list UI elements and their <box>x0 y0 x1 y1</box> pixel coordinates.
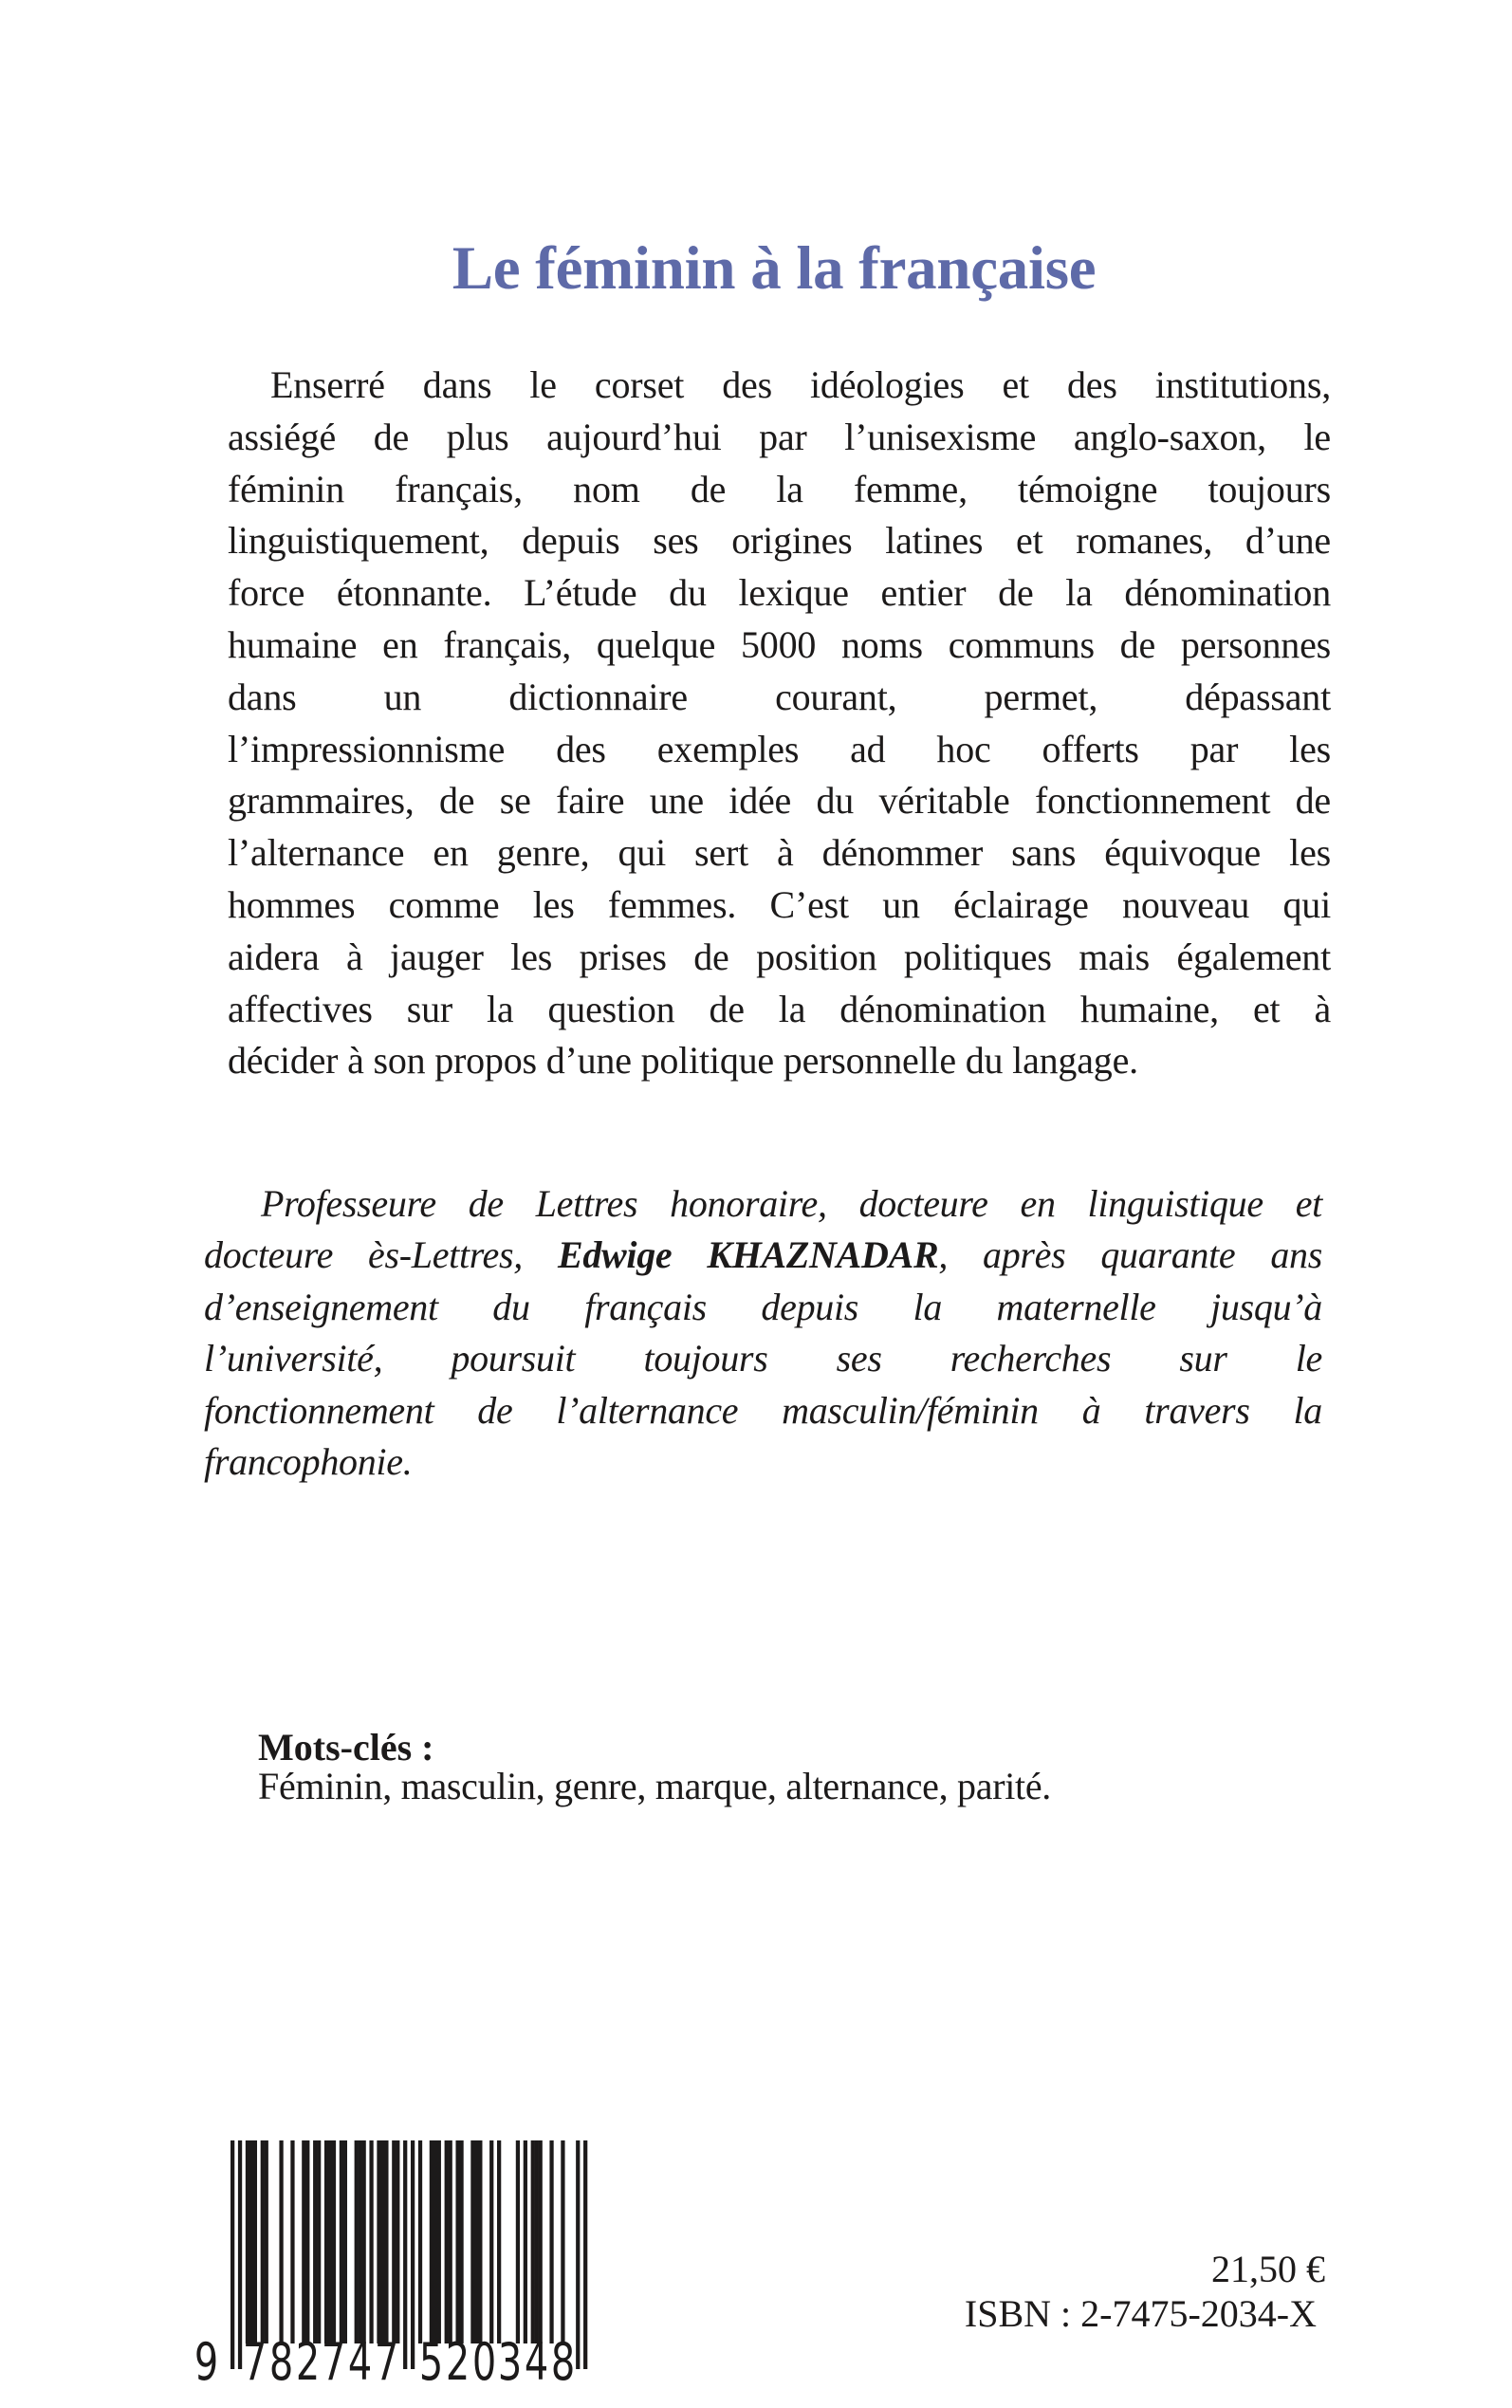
summary-line: humaine en français, quelque 5000 noms communs de personnes <box>228 622 1331 666</box>
author-biography <box>204 1178 1322 1488</box>
book-title: Le féminin à la française <box>452 233 1097 303</box>
keywords-section <box>258 1728 1051 1806</box>
barcode-digit: 2 <box>295 2332 320 2392</box>
barcode-digit: 4 <box>524 2332 549 2392</box>
barcode-digit: 3 <box>498 2332 523 2392</box>
summary-line: dans un dictionnaire courant, permet, dépassant <box>228 675 1331 718</box>
summary-line: féminin français, nom de la femme, témoigne toujours <box>228 467 1331 510</box>
bio-line: francophonie. <box>204 1440 413 1484</box>
barcode-number <box>190 2135 607 2400</box>
barcode-digit: 0 <box>471 2332 496 2392</box>
barcode-digit: 9 <box>194 2332 219 2392</box>
summary-line: aidera à jauger les prises de position politiques mais également <box>228 935 1331 978</box>
barcode-digit: 7 <box>243 2332 267 2392</box>
summary-line: l’impressionnisme des exemples ad hoc offerts par les <box>228 727 1331 770</box>
summary-paragraph <box>228 360 1331 1087</box>
summary-line: décider à son propos d’une politique personnelle du langage. <box>228 1039 1138 1083</box>
barcode-digit: 8 <box>550 2332 575 2392</box>
bio-line: d’enseignement du français depuis la maternelle jusqu’à <box>204 1285 1322 1328</box>
summary-line: force étonnante. L’étude du lexique entier de la dénomination <box>228 571 1331 615</box>
summary-line: hommes comme les femmes. C’est un éclairage nouveau qui <box>228 882 1331 926</box>
keywords-list: Féminin, masculin, genre, marque, alternance, parité. <box>258 1765 1051 1807</box>
price: 21,50 € <box>1211 2248 1325 2290</box>
barcode-digit: 4 <box>347 2332 373 2392</box>
barcode-digit: 7 <box>374 2332 398 2392</box>
barcode-digit: 8 <box>268 2332 294 2392</box>
summary-line: grammaires, de se faire une idée du véritable fonctionnement de <box>228 779 1331 823</box>
bio-text-fragment: docteure ès-Lettres, <box>204 1233 558 1277</box>
summary-line: l’alternance en genre, qui sert à dénommer sans équivoque les <box>228 831 1331 875</box>
summary-line: Enserré dans le corset des idéologies et des institutions, <box>270 363 1331 406</box>
summary-line: linguistiquement, depuis ses origines latines et romanes, d’une <box>228 519 1331 563</box>
summary-line: assiégé de plus aujourd’hui par l’unisexisme anglo-saxon, le <box>228 415 1331 458</box>
isbn: ISBN : 2-7475-2034-X <box>964 2292 1317 2335</box>
bio-line: l’université, poursuit toujours ses recherches sur le <box>204 1337 1322 1380</box>
bio-line: fonctionnement de l’alternance masculin/féminin à travers la <box>204 1388 1322 1432</box>
barcode-digit: 7 <box>322 2332 346 2392</box>
author-name: Edwige KHAZNADAR <box>557 1233 939 1277</box>
barcode-digit: 5 <box>419 2332 444 2392</box>
bio-text-fragment: , après quarante ans <box>938 1233 1322 1277</box>
barcode-digit: 2 <box>445 2332 470 2392</box>
keywords-label: Mots-clés : <box>258 1726 434 1769</box>
summary-line: affectives sur la question de la dénomination humaine, et à <box>228 987 1331 1030</box>
ean13-barcode <box>190 2135 607 2400</box>
bio-line: Professeure de Lettres honoraire, docteure en linguistique et <box>261 1182 1322 1225</box>
bio-line <box>204 1230 1322 1281</box>
